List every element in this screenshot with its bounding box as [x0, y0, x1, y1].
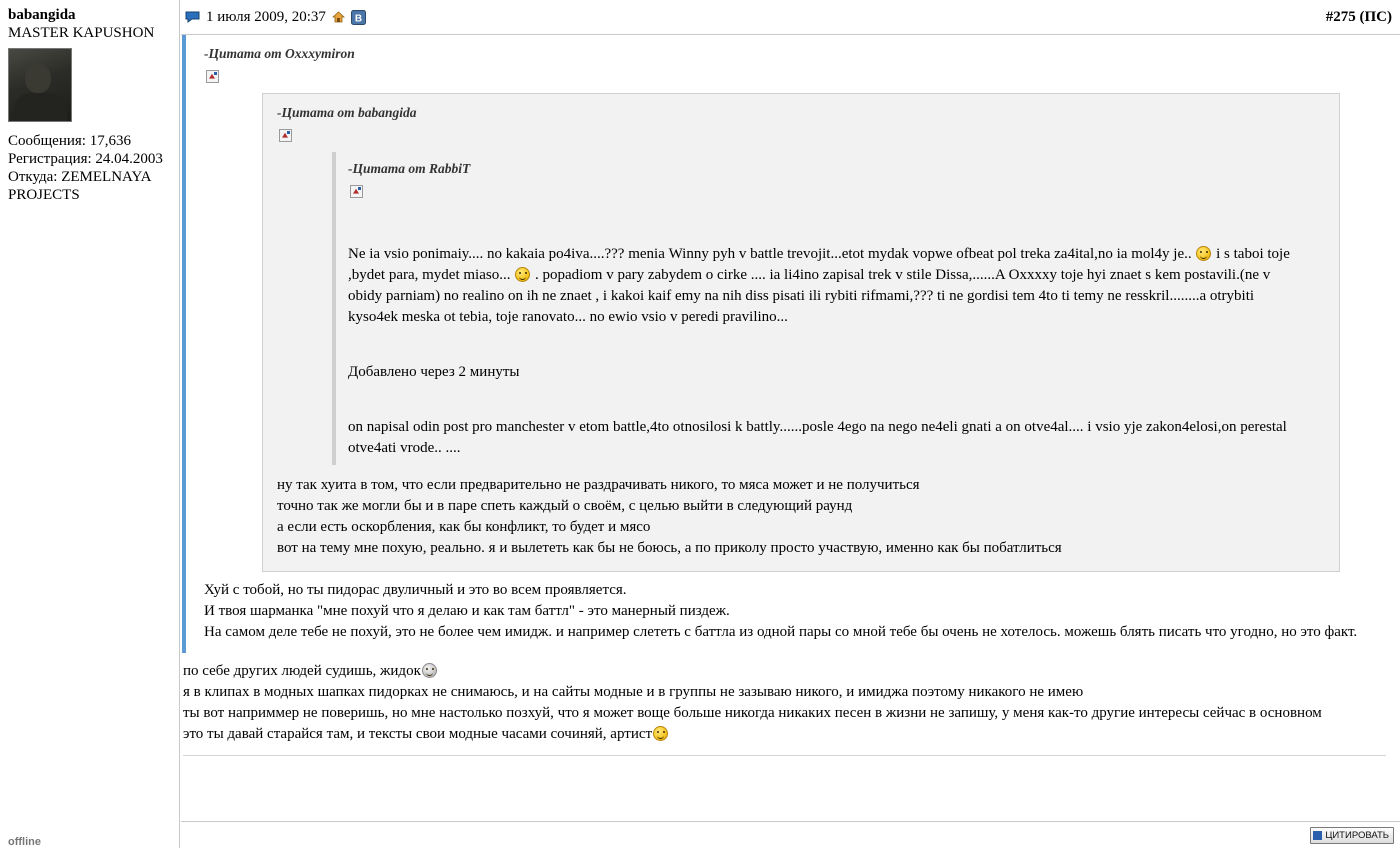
broken-image-icon: [279, 129, 292, 142]
post-line: ты вот наприммер не поверишь, но мне настолько позхуй, что я может воще больше никогда никаких песен в жизни не запишу, у меня как-то другие интересы сейчас в основном: [183, 705, 1322, 721]
vk-icon[interactable]: [351, 10, 366, 25]
quote-level-2-line: ну так хуита в том, что если предварительно не раздрачивать никого, то мяса может и не получиться: [277, 477, 920, 493]
author-online-status: offline: [8, 836, 41, 848]
quote-level-2: [262, 93, 1340, 572]
author-message-count: Сообщения: 17,636: [8, 133, 131, 149]
author-rank: MASTER KAPUSHON: [8, 25, 155, 41]
quote-level-1-line: На самом деле тебе не похуй, это не более чем имидж. и например слететь с баттла из одной пары со мной тебе бы очень не хотелось. можешь блять писать что угодно, но это факт.: [204, 624, 1358, 640]
quote-bubble-icon[interactable]: [185, 11, 200, 23]
author-username[interactable]: babangida: [8, 7, 76, 23]
quote-level-3-paragraph-1: [348, 244, 1305, 328]
quote-level-2-line: вот на тему мне похую, реально. я и вылететь как бы не боюсь, а по приколу просто участвую, именно как бы побатлиться: [277, 540, 1062, 556]
quote-l3-p1-part-b: i s taboi toje ,bydet para, mydet miaso...: [348, 246, 1290, 283]
avatar-head-shape: [25, 63, 51, 93]
broken-image-icon: [350, 185, 363, 198]
quote-level-3-spacer: [348, 202, 1305, 244]
author-location: Откуда: ZEMELNAYA PROJECTS: [8, 169, 151, 203]
quote-level-1-text: [204, 580, 1390, 643]
post-column: [181, 0, 1400, 848]
home-icon[interactable]: [332, 11, 345, 23]
quote-level-1-line: И твоя шарманка "мне похуй что я делаю и как там баттл" - это манерный пиздеж.: [204, 603, 730, 619]
quote-button[interactable]: [1310, 827, 1394, 844]
post-line-text: по себе других людей судишь, жидок: [183, 663, 421, 679]
quote-level-3-paragraph-2: on napisal odin post pro manchester v etom battle,4to otnosilosi k battly......posle 4ego na nego ne4eli gnati a on otve4al.... i vsio yje zakon4elosi,on perestal otve4ati vrode.. ....: [348, 419, 1287, 456]
quote-level-3-added-note: Добавлено через 2 минуты: [348, 364, 520, 380]
quote-level-2-line: точно так же могли бы и в паре спеть каждый о своём, с целью выйти в следующий раунд: [277, 498, 853, 514]
author-stats: [8, 132, 173, 204]
post-date: 1 июля 2009, 20:37: [206, 8, 326, 25]
post-body: [181, 35, 1400, 756]
smiley-icon: [515, 267, 530, 282]
avatar: [8, 48, 72, 122]
post-line: я в клипах в модных шапках пидорках не снимаюсь, и на сайты модные и в группы не зазываю никого, и имиджа поэтому никакого не имею: [183, 684, 1084, 700]
quote-level-3-text: [348, 244, 1305, 459]
svg-text:B: B: [354, 13, 363, 24]
quote-level-3-gap-2: [348, 383, 1305, 417]
post-message-text: [181, 653, 1400, 756]
post-number[interactable]: #275 (ПС): [1325, 8, 1392, 25]
smiley-icon: [422, 663, 437, 678]
quote-button-label: ЦИТИРОВАТЬ: [1325, 829, 1389, 841]
quote-level-1-line: Хуй с тобой, но ты пидорас двуличный и это во всем проявляется.: [204, 582, 627, 598]
post-divider: [183, 755, 1386, 756]
quote-level-3-title: -Цитата от RabbiT: [348, 161, 471, 176]
quote-l3-p1-part-a: Ne ia vsio ponimaiy.... no kakaia po4iva....??? meniа Winny pyh v battle trevojit...etot mydak vopwe ofbeat pol treka za4ital,no ia mol4y je..: [348, 246, 1192, 262]
quote-level-3: [332, 152, 1305, 465]
avatar-body-shape: [13, 93, 67, 121]
smiley-icon: [653, 726, 668, 741]
post-line-text: это ты давай старайся там, и тексты свои модные часами сочиняй, артист: [183, 726, 653, 742]
post-footer: [181, 821, 1400, 848]
quote-level-2-title: -Цитата от babangida: [277, 105, 417, 120]
quote-l3-p1-part-c: . popadiom v pary zabydem o cirke .... ia li4ino zapisal trek v stile Dissa,......A Oxxxxy toje hyi znaet s kem postavili.(ne v obidy parniam) no realino on ih ne znaet , i kakoi kaif emy na nih diss pisati ili rybiti rifmami,??? ti ne gordisi tem 4to ti temy ne resskril........a otrybiti kyso4ek meska ot tebia, toje ranovato... no ewio vsio v peredi pravilino...: [348, 267, 1271, 325]
post-author-column: [0, 0, 180, 848]
post-header: [181, 0, 1400, 35]
quote-level-2-text: [277, 475, 1327, 559]
quote-level-2-line: а если есть оскорбления, как бы конфликт, то будет и мясо: [277, 519, 651, 535]
quote-level-3-gap: [348, 328, 1305, 362]
quote-icon: [1313, 831, 1322, 840]
quote-level-1: [182, 35, 1400, 653]
smiley-icon: [1196, 246, 1211, 261]
post-line: [183, 724, 1386, 745]
post-line: [183, 661, 1386, 682]
quote-level-1-title: -Цитата от Oxxxymiron: [204, 46, 355, 61]
broken-image-icon: [206, 70, 219, 83]
author-registration-date: Регистрация: 24.04.2003: [8, 151, 163, 167]
